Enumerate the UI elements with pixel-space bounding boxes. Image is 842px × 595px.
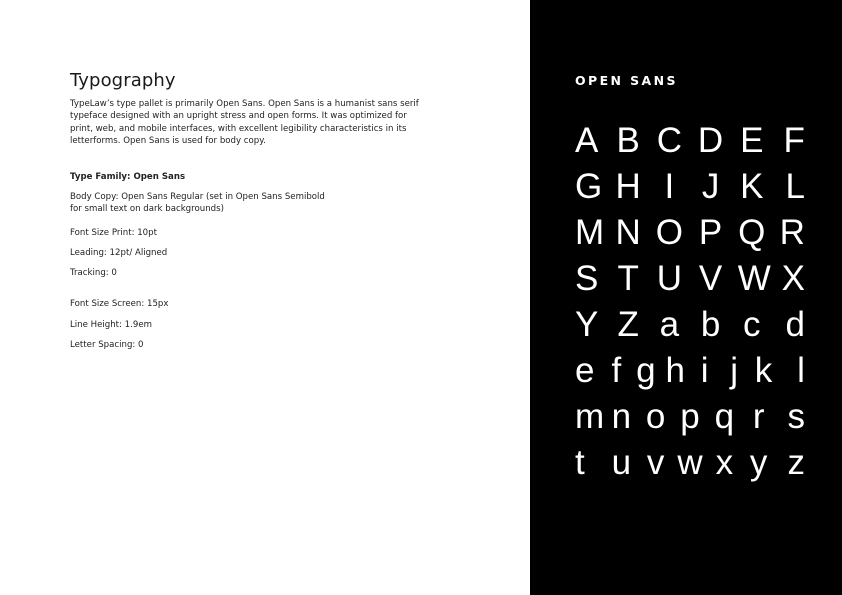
glyph: K (740, 167, 764, 206)
intro-paragraph: TypeLaw’s type pallet is primarily Open Sans. Open Sans is a humanist sans serif typeface designed with an upright stress and open forms. It was optimized for print, web, and mobile interfaces, with excellent legibility characteristics in its letterforms. Open Sans is used for body copy. (70, 99, 419, 146)
glyph-row (575, 302, 805, 348)
specimen-title: OPEN SANS (575, 73, 678, 88)
glyph: H (615, 167, 641, 206)
glyph: E (740, 121, 764, 160)
glyph: D (697, 121, 724, 160)
glyph: W (737, 259, 771, 298)
glyph: r (752, 397, 765, 436)
glyph: u (611, 443, 632, 482)
glyph: d (785, 305, 805, 344)
glyph: R (779, 213, 805, 252)
glyph: f (611, 351, 622, 390)
glyph: G (575, 167, 603, 206)
font-size-screen-label: Font Size Screen: 15px (70, 299, 169, 309)
glyph: w (677, 443, 703, 482)
glyph: z (787, 443, 805, 482)
glyph: m (575, 397, 605, 436)
body-copy-label: Body Copy: Open Sans Regular (set in Open Sans Semibold for small text on dark backgrounds) (70, 192, 325, 215)
glyph: S (575, 259, 599, 298)
glyph: B (616, 121, 640, 160)
letter-spacing-label: Letter Spacing: 0 (70, 340, 144, 350)
glyph: y (749, 443, 768, 482)
glyph: V (698, 259, 723, 298)
glyph: a (659, 305, 680, 344)
glyph: l (797, 351, 805, 390)
glyph-row (575, 440, 805, 486)
glyph: L (785, 167, 805, 206)
glyph: J (701, 167, 720, 206)
font-size-print-label: Font Size Print: 10pt (70, 228, 157, 238)
glyph: P (698, 213, 723, 252)
glyph: N (615, 213, 641, 252)
page-title: Typography (70, 70, 176, 91)
glyph: Z (617, 305, 639, 344)
glyph: k (754, 351, 773, 390)
glyph: U (656, 259, 683, 298)
glyph: q (714, 397, 735, 436)
glyph: x (715, 443, 734, 482)
line-height-label: Line Height: 1.9em (70, 320, 153, 330)
glyph: e (575, 351, 595, 390)
glyph: T (617, 259, 639, 298)
glyph: A (575, 121, 599, 160)
glyph: O (655, 213, 683, 252)
glyph: M (575, 213, 605, 252)
leading-label: Leading: 12pt/ Aligned (70, 248, 168, 258)
glyph: i (700, 351, 709, 390)
glyph: s (787, 397, 805, 436)
glyph: F (783, 121, 805, 160)
glyph: j (730, 351, 738, 390)
glyph-row (575, 210, 805, 256)
glyph-row (575, 118, 805, 164)
glyph: c (743, 305, 761, 344)
glyph: o (645, 397, 666, 436)
glyph: n (611, 397, 632, 436)
glyph: g (636, 351, 656, 390)
glyph: b (700, 305, 721, 344)
glyph: Q (738, 213, 766, 252)
type-family-label: Type Family: Open Sans (70, 172, 186, 182)
glyph: p (680, 397, 700, 436)
glyph: Y (575, 305, 599, 344)
glyph: v (646, 443, 665, 482)
glyph: X (781, 259, 805, 298)
glyph-row (575, 164, 805, 210)
glyph-row (575, 394, 805, 440)
glyph: I (664, 167, 675, 206)
glyph: C (656, 121, 683, 160)
glyph: t (575, 443, 585, 482)
glyph-row (575, 348, 805, 394)
glyph-row (575, 256, 805, 302)
specimen-panel (530, 0, 842, 595)
tracking-label: Tracking: 0 (70, 268, 117, 278)
glyph-grid (575, 118, 805, 486)
glyph: h (665, 351, 685, 390)
